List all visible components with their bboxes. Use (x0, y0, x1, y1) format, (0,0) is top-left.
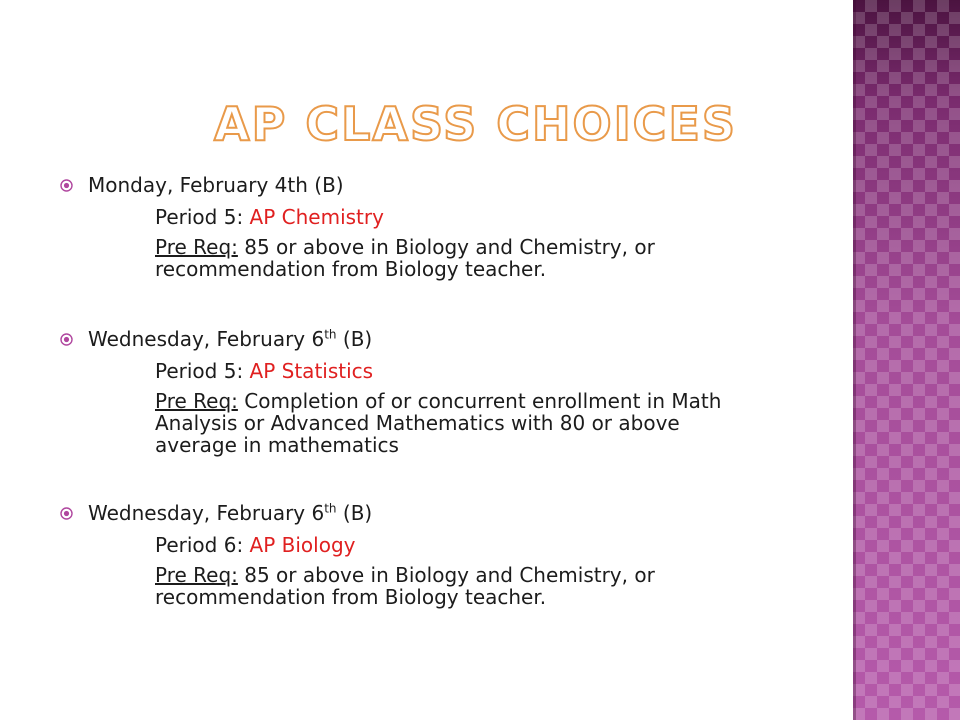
item-cycle: (B) (314, 173, 344, 197)
item-date: Wednesday, February 6 (88, 327, 325, 351)
prereq-text: 85 or above in Biology and Chemistry, or recommendation from Biology teacher. (155, 235, 655, 281)
item-cycle: (B) (342, 501, 373, 525)
item-prereq (155, 236, 765, 280)
item-period-line (155, 204, 840, 230)
item-prereq (155, 390, 765, 456)
circled-dot-bullet-icon (60, 507, 73, 520)
circled-dot-bullet-icon (60, 179, 73, 192)
prereq-text: 85 or above in Biology and Chemistry, or recommendation from Biology teacher. (155, 563, 655, 609)
course-name: AP Statistics (249, 359, 374, 383)
side-panel-edge (853, 0, 856, 720)
prereq-label: Pre Req: (155, 563, 238, 587)
item-date-line (60, 500, 840, 526)
circled-dot-bullet-icon (60, 333, 73, 346)
item-date-suffix: th (324, 327, 337, 342)
item-period-line (155, 532, 840, 558)
item-cycle: (B) (342, 327, 373, 351)
list-item (60, 172, 840, 280)
list-item (60, 326, 840, 456)
item-date: Monday, February 4th (88, 173, 308, 197)
course-name: AP Chemistry (249, 205, 384, 229)
decorative-side-panel (853, 0, 960, 720)
period-label: Period 5: (155, 205, 244, 229)
item-date-line (60, 172, 840, 198)
list-item (60, 500, 840, 608)
period-label: Period 5: (155, 359, 244, 383)
item-prereq (155, 564, 765, 608)
period-label: Period 6: (155, 533, 244, 557)
course-name: AP Biology (249, 533, 356, 557)
prereq-text: Completion of or concurrent enrollment in Math Analysis or Advanced Mathematics with 80 or above average in mathematics (155, 389, 722, 457)
item-date-suffix: th (324, 501, 337, 516)
item-date-line (60, 326, 840, 352)
item-period-line (155, 358, 840, 384)
prereq-label: Pre Req: (155, 389, 238, 413)
slide-title: AP CLASS CHOICES (214, 97, 737, 151)
item-date: Wednesday, February 6 (88, 501, 325, 525)
prereq-label: Pre Req: (155, 235, 238, 259)
